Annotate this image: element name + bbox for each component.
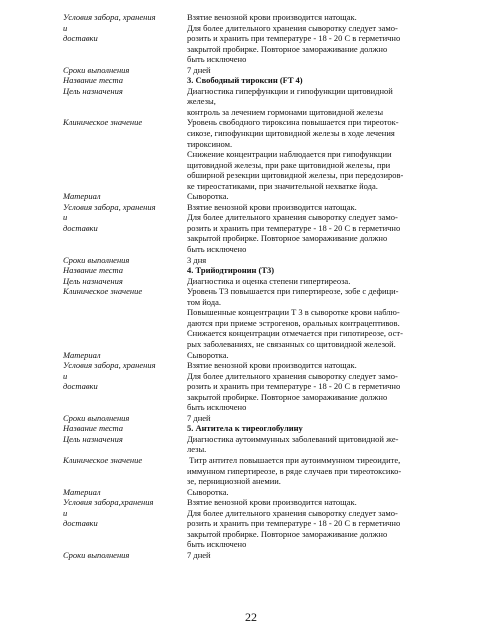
field-label: Цель назначения [63, 85, 123, 96]
field-value: Сыворотка. [187, 486, 229, 497]
field-label: Клиническое значение [63, 454, 143, 465]
page-number: 22 [245, 610, 257, 624]
table-row [63, 350, 463, 361]
field-label: Клиническое значение [63, 286, 143, 297]
table-row [63, 12, 463, 65]
field-label: Условия забора,хранения и доставки [63, 497, 154, 529]
field-value: Уровень свободного тироксина повышается при тиреоток- сикозе, гипофункции щитовидной железы в ходе лечения тироксином. Снижение концентрации наблюдается при гипофункции щитовидной железы, при раке щитовидной железы, при обширной резекции щитовидной железы, при передозиров- ке тиреостатиками, при значительной нехватке йода. [187, 117, 404, 191]
document-body [63, 12, 463, 560]
field-value: Взятие венозной крови производится натощак. Для более длительного хранения сыворотку следует замо- розить и хранить при температуре - 18 - 20 С в герметично закрытой пробирке. Повторное замораживание должно быть исключено [187, 12, 401, 65]
test-title: 3. Свободный тироксин (FT 4) [187, 75, 303, 86]
table-row [63, 86, 463, 118]
table-row [63, 550, 463, 561]
field-label: Название теста [63, 423, 124, 434]
table-row [63, 255, 463, 266]
field-value: Уровень Т3 повышается при гипертиреозе, зобе с дефици- том йода. Повышенные концентрации Т 3 в сыворотке крови наблю- даются при приеме эстрогенов, оральных контрацептивов. Снижается концентрации отмечается при гипотиреозе, ост- рых заболеваниях, не связанных со щитовидной железой. [187, 286, 403, 349]
field-value: Сыворотка. [187, 191, 229, 202]
field-value: Сыворотка. [187, 349, 229, 360]
field-value: Титр антител повышается при аутоиммунном тиреоидите, иммунном гипертиреозе, в ряде случаев при тиреотоксико- зе, пернициозной анемии. [187, 454, 402, 487]
field-label: Материал [63, 191, 101, 202]
table-row [63, 202, 463, 255]
field-label: Условия забора, хранения и доставки [63, 201, 156, 233]
field-value: 7 дней [187, 64, 211, 75]
table-row [63, 276, 463, 287]
field-label: Название теста [63, 75, 124, 86]
field-label: Цель назначения [63, 433, 123, 444]
field-value: Взятие венозной крови производится натощак. Для более длительного хранения сыворотку следует замо- розить и хранить при температуре - 18 - 20 С в герметично закрытой пробирке. Повторное замораживание должно быть исключено [187, 497, 401, 550]
field-value: Диагностика и оценка степени гипертиреоза. [187, 275, 351, 286]
field-label: Сроки выполнения [63, 254, 130, 265]
field-label: Материал [63, 349, 101, 360]
field-value: Диагностика аутоиммунных заболеваний щитовидной же- лезы. [187, 433, 399, 455]
field-value: 3 дня [187, 254, 207, 265]
table-row [63, 423, 463, 434]
field-value: Взятие венозной крови производится натощак. Для более длительного хранения сыворотку следует замо- розить и хранить при температуре - 18 - 20 С в герметично закрытой пробирке. Повторное замораживание должно быть исключено [187, 201, 401, 255]
table-row [63, 65, 463, 76]
table-row [63, 75, 463, 86]
table-row [63, 117, 463, 191]
test-title: 4. Трийодтиронин (Т3) [187, 265, 275, 276]
field-value: 7 дней [187, 412, 211, 423]
field-label: Сроки выполнения [63, 549, 130, 560]
table-row [63, 360, 463, 413]
field-label: Условия забора, хранения и доставки [63, 360, 156, 392]
field-value: Взятие венозной крови производится натощак. Для более длительного хранения сыворотку следует замо- розить и хранить при температуре - 18 - 20 С в герметично закрытой пробирке. Повторное замораживание должно быть исключено [187, 360, 401, 413]
table-row [63, 497, 463, 550]
field-label: Название теста [63, 265, 124, 276]
field-label: Клиническое значение [63, 117, 143, 128]
table-row [63, 434, 463, 455]
field-label: Материал [63, 486, 101, 497]
table-row [63, 191, 463, 202]
table-row [63, 286, 463, 349]
table-row [63, 487, 463, 498]
field-label: Сроки выполнения [63, 412, 130, 423]
test-title: 5. Антитела к тиреоглобулину [187, 423, 303, 434]
table-row [63, 265, 463, 276]
field-value: 7 дней [187, 549, 211, 560]
field-label: Сроки выполнения [63, 64, 130, 75]
table-row [63, 413, 463, 424]
field-label: Цель назначения [63, 275, 123, 286]
table-row [63, 455, 463, 487]
field-label: Условия забора, хранения и доставки [63, 12, 156, 44]
field-value: Диагностика гиперфункции и гипофункции щитовидной железы, контроль за лечением гормонами щитовидной железы [187, 85, 393, 117]
